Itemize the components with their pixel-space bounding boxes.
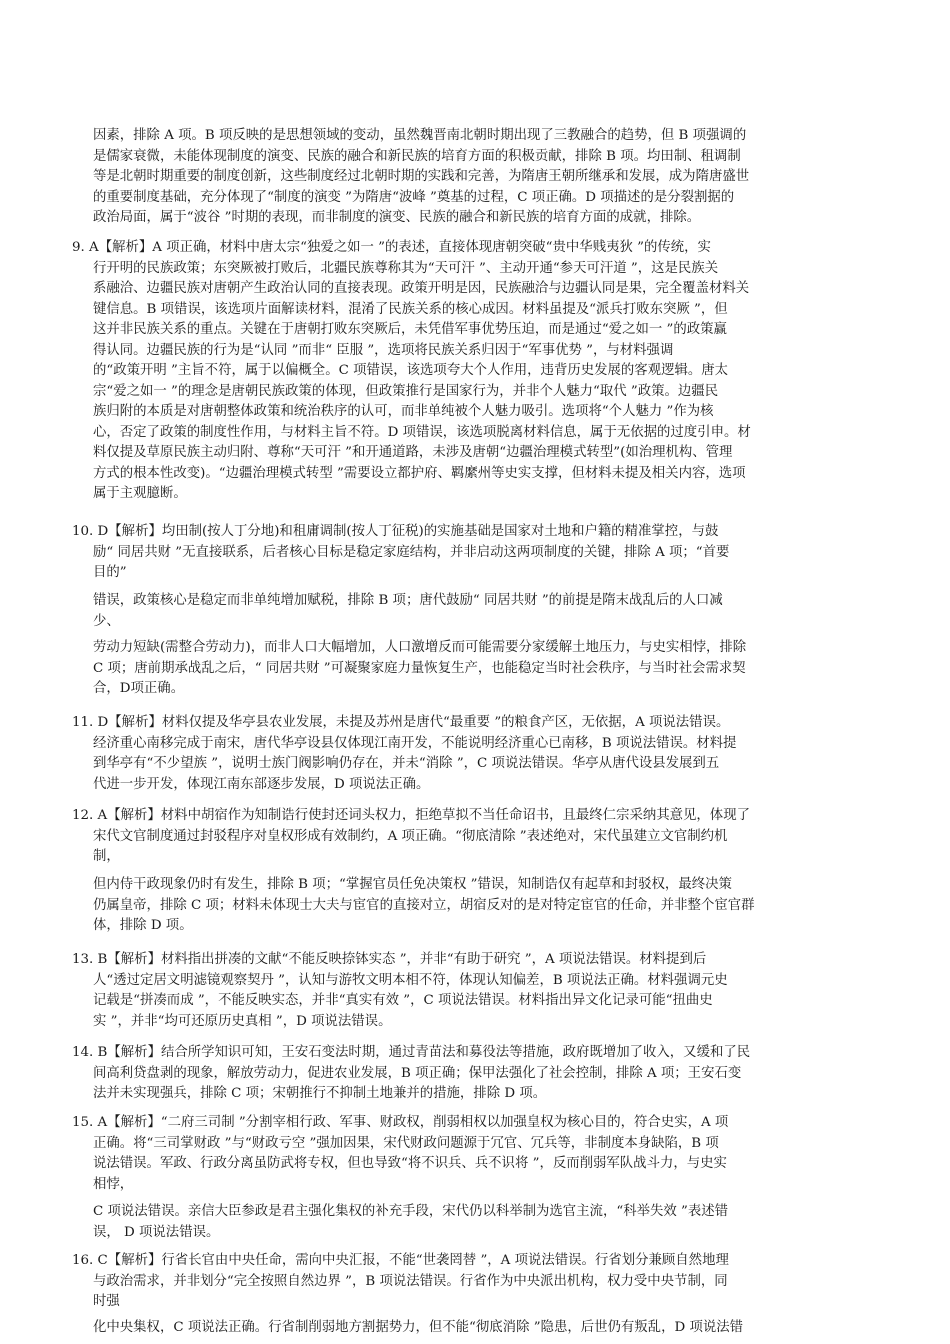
text-line: C 项；唐前期承战乱之后，“ 同居共财 ”可凝聚家庭力量恢复生产，也能稳定当时社会秩序，与当时社会需求契 <box>93 660 746 676</box>
text-line: 少、 <box>93 613 120 629</box>
text-line: 的“政策开明 ”主旨不符，属于以偏概全。C 项错误，该选项夸大个人作用，违背历史发展的客观逻辑。唐太 <box>93 363 729 378</box>
text-line: 实 ”，并非“均可还原历史真相 ”，D 项说法错误。 <box>93 1013 392 1029</box>
text-line: 族归附的本质是对唐朝整体政策和统治秩序的认可，而非单纯被个人魅力吸引。选项将“个人魅力 ”作为核 <box>93 404 714 419</box>
text-line: 记载是“拼凑而成 ”，不能反映实态，并非“真实有效 ”，C 项说法错误。材料指出异文化记录可能“扭曲史 <box>93 993 713 1008</box>
text-line: 12. A【解析】材料中胡宿作为知制诰行使封还词头权力，拒绝草拟不当任命诏书，且最终仁宗采纳其意见，体现了 <box>72 808 750 823</box>
text-line: 这并非民族关系的重点。关键在于唐朝打败东突厥后，未凭借军事优势压迫，而是通过“爱之如一 ”的政策赢 <box>93 322 727 337</box>
text-line: 目的” <box>93 565 127 580</box>
text-line: 错误，政策核心是稳定而非单纯增加赋税，排除 B 项；唐代鼓励“ 同居共财 ”的前提是隋末战乱后的人口减 <box>93 593 723 608</box>
text-line: 方式的根本性改变)。“边疆治理模式转型 ”需要设立都护府、羁縻州等史实支撑，但材料未提及相关内容，选项 <box>93 465 746 481</box>
text-line: 宋代文官制度通过封驳程序对皇权形成有效制约，A 项正确。“彻底清除 ”表述绝对，宋代虽建立文官制约机 <box>93 828 728 844</box>
text-line: 等是北朝时期重要的制度创新，这些制度经过北朝时期的实践和完善，为隋唐王朝所继承和发展，成为隋唐盛世 <box>93 169 750 184</box>
text-line: 经济重心南移完成于南宋，唐代华亭设县仅体现江南开发，不能说明经济重心已南移，B 项说法错误。材料提 <box>93 735 737 751</box>
text-line: 政治局面，属于“波谷 ”时期的表现，而非制度的演变、民族的融合和新民族的培育方面的成就，排除。 <box>93 210 701 225</box>
text-line: 到华亭有“不少望族 ”，说明士族门阀影响仍存在，并未“消除 ”，C 项说法错误。华亭从唐代设县发展到五 <box>93 756 720 771</box>
text-line: 间高利贷盘剥的现象，解放劳动力，促进农业发展，B 项正确；保甲法强化了社会控制，排除 A 项；王安石变 <box>93 1065 742 1081</box>
text-line: 与政治需求，并非划分“完全按照自然边界 ”，B 项说法错误。行省作为中央派出机构，权力受中央节制，同 <box>93 1273 728 1289</box>
text-line: 代进一步开发，体现江南东部逐步发展，D 项说法正确。 <box>93 776 430 792</box>
text-line: 键信息。B 项错误，该选项片面解读材料，混淆了民族关系的核心成因。材料虽提及“派兵打败东突厥 ”，但 <box>93 301 728 317</box>
text-line: 是儒家衰微，未能体现制度的演变、民族的融合和新民族的培育方面的积极贡献，排除 B 项。均田制、租调制 <box>93 148 741 164</box>
text-line: 得认同。边疆民族的行为是“认同 ”而非“ 臣服 ”，选项将民族关系归因于“军事优势 ”，与材料强调 <box>93 342 674 358</box>
text-line: 料仅提及草原民族主动归附、尊称“天可汗 ”和开通道路，未涉及唐朝“边疆治理模式转型”(如治理机构、管理 <box>93 445 733 460</box>
text-line: 11. D【解析】材料仅提及华亭县农业发展，未提及苏州是唐代“最重要 ”的粮食产区，无依据，A 项说法错误。 <box>72 715 730 730</box>
text-line: C 项说法错误。亲信大臣参政是君主强化集权的补充手段，宋代仍以科举制为选官主流，“科举失效 ”表述错 <box>93 1204 729 1219</box>
text-line: 的重要制度基础，充分体现了“制度的演变 ”为隋唐“波峰 ”奠基的过程，C 项正确。D 项描述的是分裂割据的 <box>93 189 735 205</box>
text-line: 16. C【解析】行省长官由中央任命，需向中央汇报，不能“世袭罔替 ”，A 项说法错误。行省划分兼顾自然地理 <box>72 1253 729 1268</box>
text-line: 15. A【解析】“二府三司制 ”分割宰相行政、军事、财政权，削弱相权以加强皇权为核心目的，符合史实，A 项 <box>72 1115 729 1130</box>
text-line: 人“透过定居文明滤镜观察契丹 ”，认知与游牧文明本相不符，体现认知偏差，B 项说法正确。材料强调元史 <box>93 972 728 988</box>
text-line: 制， <box>93 849 120 864</box>
text-line: 行开明的民族政策；东突厥被打败后，北疆民族尊称其为“天可汗 ”、主动开通“参天可汗道 ”，这是民族关 <box>93 260 719 276</box>
text-line: 心，否定了政策的制度性作用，与材料主旨不符。D 项错误，该选项脱离材料信息，属于无依据的过度引申。材 <box>93 424 751 440</box>
text-line: 劳动力短缺(需整合劳动力)，而非人口大幅增加，人口激增反而可能需要分家缓解土地压力，与史实相悖，排除 <box>93 640 747 655</box>
text-line: 13. B【解析】材料指出拼凑的文献“不能反映捺钵实态 ”，并非“有助于研究 ”，A 项说法错误。材料提到后 <box>72 952 707 967</box>
text-line: 法并未实现强兵，排除 C 项；宋朝推行不抑制土地兼并的措施，排除 D 项。 <box>93 1086 547 1101</box>
text-line: 因素，排除 A 项。B 项反映的是思想领域的变动，虽然魏晋南北朝时期出现了三教融合的趋势，但 B 项强调的 <box>93 128 747 143</box>
text-line: 误， D 项说法错误。 <box>93 1224 220 1240</box>
text-line: 系融洽、边疆民族对唐朝产生政治认同的直接表现。政策开明是因，民族融洽与边疆认同是果，完全覆盖材料关 <box>93 281 750 296</box>
text-line: 励“ 同居共财 ”无直接联系，后者核心目标是稳定家庭结构，并非启动这两项制度的关键，排除 A 项；“首要 <box>93 544 730 560</box>
text-line: 10. D【解析】均田制(按人丁分地)和租庸调制(按人丁征税)的实施基础是国家对土地和户籍的精准掌控，与鼓 <box>72 524 719 539</box>
text-line: 14. B【解析】结合所学知识可知，王安石变法时期，通过青苗法和募役法等措施，政府既增加了收入，又缓和了民 <box>72 1045 751 1060</box>
text-line: 说法错误。军政、行政分离虽防武将专权，但也导致“将不识兵、兵不识将 ”，反而削弱军队战斗力，与史实 <box>93 1156 727 1171</box>
text-line: 体，排除 D 项。 <box>93 918 193 933</box>
text-line: 9. A【解析】A 项正确，材料中唐太宗“独爱之如一 ”的表述，直接体现唐朝突破“贵中华贱夷狄 ”的传统，实 <box>72 240 711 255</box>
text-line: 时强 <box>93 1294 120 1309</box>
text-line: 仍属皇帝，排除 C 项；材料未体现士大夫与宦官的直接对立，胡宿反对的是对特定宦官的任命，并非整个宦官群 <box>93 897 755 913</box>
text-line: 宗“爱之如一 ”的理念是唐朝民族政策的体现，但政策推行是国家行为，并非个人魅力“取代 ”政策。边疆民 <box>93 383 719 399</box>
text-line: 但内侍干政现象仍时有发生，排除 B 项；“掌握官员任免决策权 ”错误，知制诰仅有起草和封驳权，最终决策 <box>93 877 732 892</box>
text-line: 相悖， <box>93 1176 134 1192</box>
text-line: 化中央集权，C 项说法正确。行省制削弱地方割据势力，但不能“彻底消除 ”隐患，后世仍有叛乱，D 项说法错 <box>93 1320 744 1335</box>
text-line: 正确。将“三司掌财政 ”与“财政亏空 ”强加因果，宋代财政问题源于冗官、冗兵等，非制度本身缺陷，B 项 <box>93 1135 719 1151</box>
text-line: 属于主观臆断。 <box>93 486 187 501</box>
text-line: 合，D项正确。 <box>93 681 185 696</box>
